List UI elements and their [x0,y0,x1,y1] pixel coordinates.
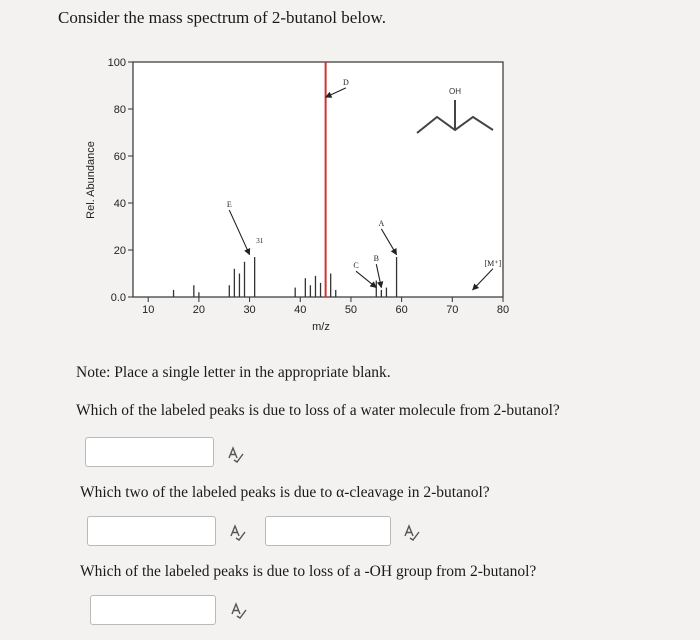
x-tick-label: 20 [192,304,206,316]
y-axis-label: Rel. Abundance [85,141,97,219]
y-tick-label: 100 [107,57,126,69]
peak-mz-label: 31 [256,236,264,245]
x-tick-label: 10 [142,304,155,316]
peak-letter-label: B [373,254,379,264]
page-title: Consider the mass spectrum of 2-butanol below. [58,8,386,27]
y-tick-label: 40 [113,198,126,210]
x-tick-label: 80 [496,304,510,316]
answer-input-oh-loss[interactable] [90,595,216,625]
x-tick-label: 70 [446,304,459,316]
spellcheck-icon[interactable] [229,601,247,619]
question-water-loss: Which of the labeled peaks is due to loss of a water molecule from 2-butanol? [76,402,560,419]
peak-letter-label: [M⁺] [484,258,502,268]
x-tick-label: 60 [395,304,408,316]
answer-input-alpha-cleavage-1[interactable] [87,516,216,546]
peak-letter-label: C [353,261,359,271]
y-tick-label: 80 [113,104,126,116]
structure-oh-label: OH [449,87,461,96]
answer-input-alpha-cleavage-2[interactable] [265,516,391,546]
peak-letter-label: D [342,77,349,87]
spellcheck-icon[interactable] [402,523,420,541]
x-tick-label: 30 [243,304,256,316]
y-tick-label: 20 [113,245,126,257]
peak-letter-label: A [378,218,385,228]
question-alpha-cleavage: Which two of the labeled peaks is due to α-cleavage in 2-butanol? [80,484,490,501]
spellcheck-icon[interactable] [228,523,246,541]
y-tick-label: 60 [113,151,126,163]
x-axis-label: m/z [312,321,330,333]
spellcheck-icon[interactable] [226,445,244,463]
instruction-note: Note: Place a single letter in the appropriate blank. [76,364,391,381]
answer-input-water-loss[interactable] [85,437,214,467]
peak-letter-label: E [226,200,232,210]
x-tick-label: 40 [294,304,307,316]
x-tick-label: 50 [344,304,358,316]
y-tick-label: 0.0 [110,292,126,304]
question-oh-loss: Which of the labeled peaks is due to loss of a -OH group from 2-butanol? [80,563,537,580]
plot-frame [133,62,503,297]
